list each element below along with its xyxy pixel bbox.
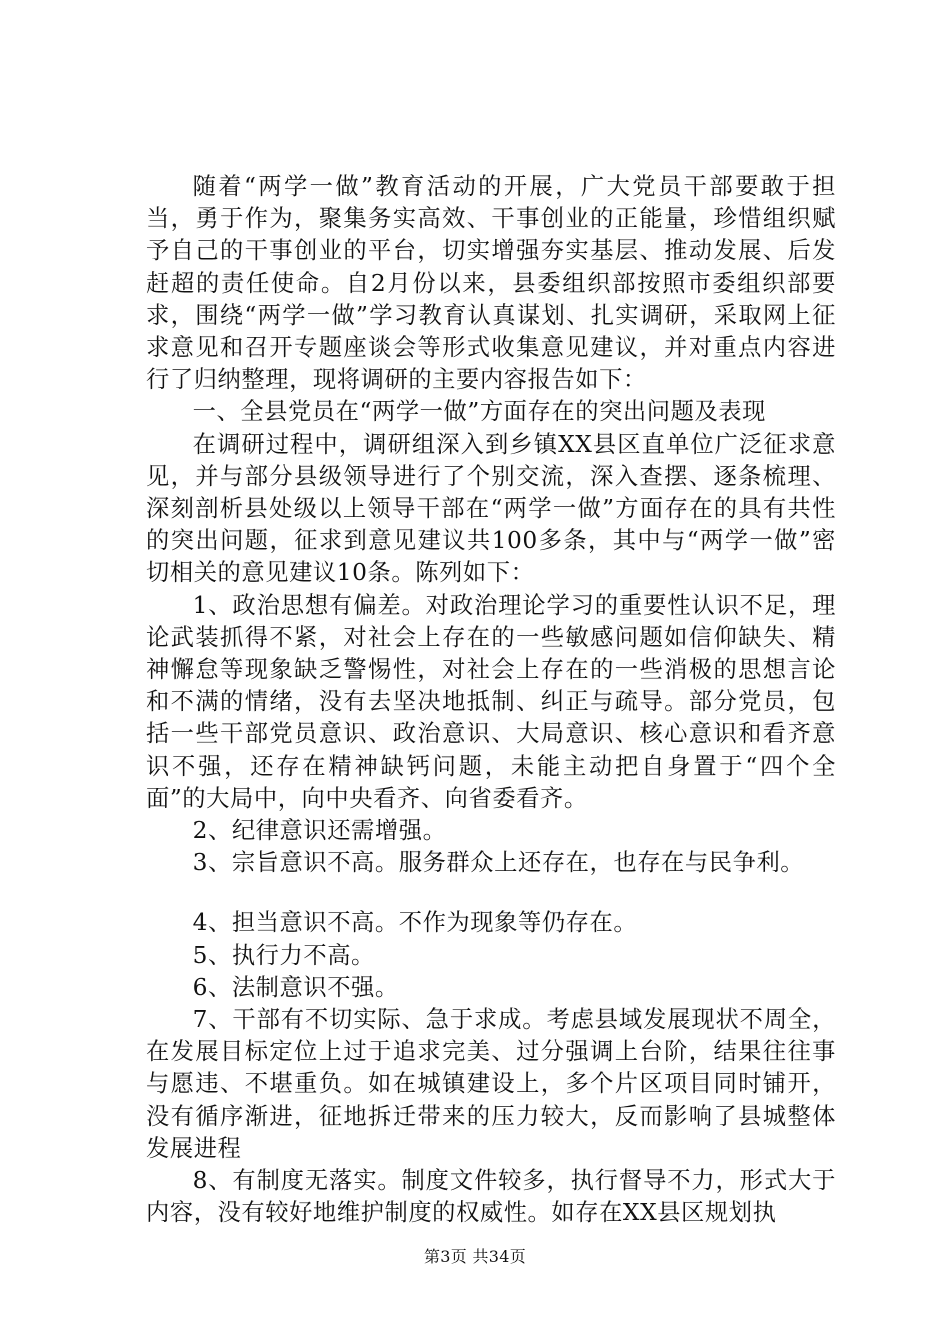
list-item-8: 8、有制度无落实。制度文件较多，执行督导不力，形式大于内容，没有较好地维护制度的权威性。如存在XX县区规划执 <box>146 1167 836 1227</box>
list-item-7: 7、干部有不切实际、急于求成。考虑县域发展现状不周全，在发展目标定位上过于追求完美、过分强调上台阶，结果往往事与愿违、不堪重负。如在城镇建设上，多个片区项目同时铺开，没有循序渐进，征地拆迁带来的压力较大，反而影响了县城整体发展进程 <box>146 1006 836 1162</box>
list-item-4: 4、担当意识不高。不作为现象等仍存在。 <box>192 909 638 937</box>
list-item-1: 1、政治思想有偏差。对政治理论学习的重要性认识不足，理论武装抓得不紧，对社会上存在的一些敏感问题如信仰缺失、精神懈怠等现象缺乏警惕性，对社会上存在的一些消极的思想言论和不满的情绪，没有去坚决地抵制、纠正与疏导。部分党员，包括一些干部党员意识、政治意识、大局意识、核心意识和看齐意识不强，还存在精神缺钙问题，未能主动把自身置于“四个全面”的大局中，向中央看齐、向省委看齐。 <box>146 591 836 812</box>
research-paragraph: 在调研过程中，调研组深入到乡镇XX县区直单位广泛征求意见，并与部分县级领导进行了个别交流，深入查摆、逐条梳理、深刻剖析县处级以上领导干部在“两学一做”方面存在的具有共性的突出问题，征求到意见建议共100多条，其中与“两学一做”密切相关的意见建议10条。陈列如下： <box>146 430 836 587</box>
list-item-5: 5、执行力不高。 <box>192 941 375 969</box>
page-number: 第3页 共34页 <box>423 1247 527 1266</box>
page-footer <box>0 1246 950 1268</box>
list-item-3: 3、宗旨意识不高。服务群众上还存在，也存在与民争利。 <box>192 849 805 877</box>
section-heading: 一、全县党员在“两学一做”方面存在的突出问题及表现 <box>192 398 766 426</box>
document-body <box>146 171 836 1230</box>
intro-paragraph: 随着“两学一做”教育活动的开展，广大党员干部要敢于担当，勇于作为，聚集务实高效、干事创业的正能量，珍惜组织赋予自己的干事创业的平台，切实增强夯实基层、推动发展、后发赶超的责任使命。自2月份以来，县委组织部按照市委组织部要求，围绕“两学一做”学习教育认真谋划、扎实调研，采取网上征求意见和召开专题座谈会等形式收集意见建议，并对重点内容进行了归纳整理，现将调研的主要内容报告如下： <box>146 173 836 394</box>
list-item-2: 2、纪律意识还需增强。 <box>192 817 447 845</box>
list-item-6: 6、法制意识不强。 <box>192 973 399 1001</box>
